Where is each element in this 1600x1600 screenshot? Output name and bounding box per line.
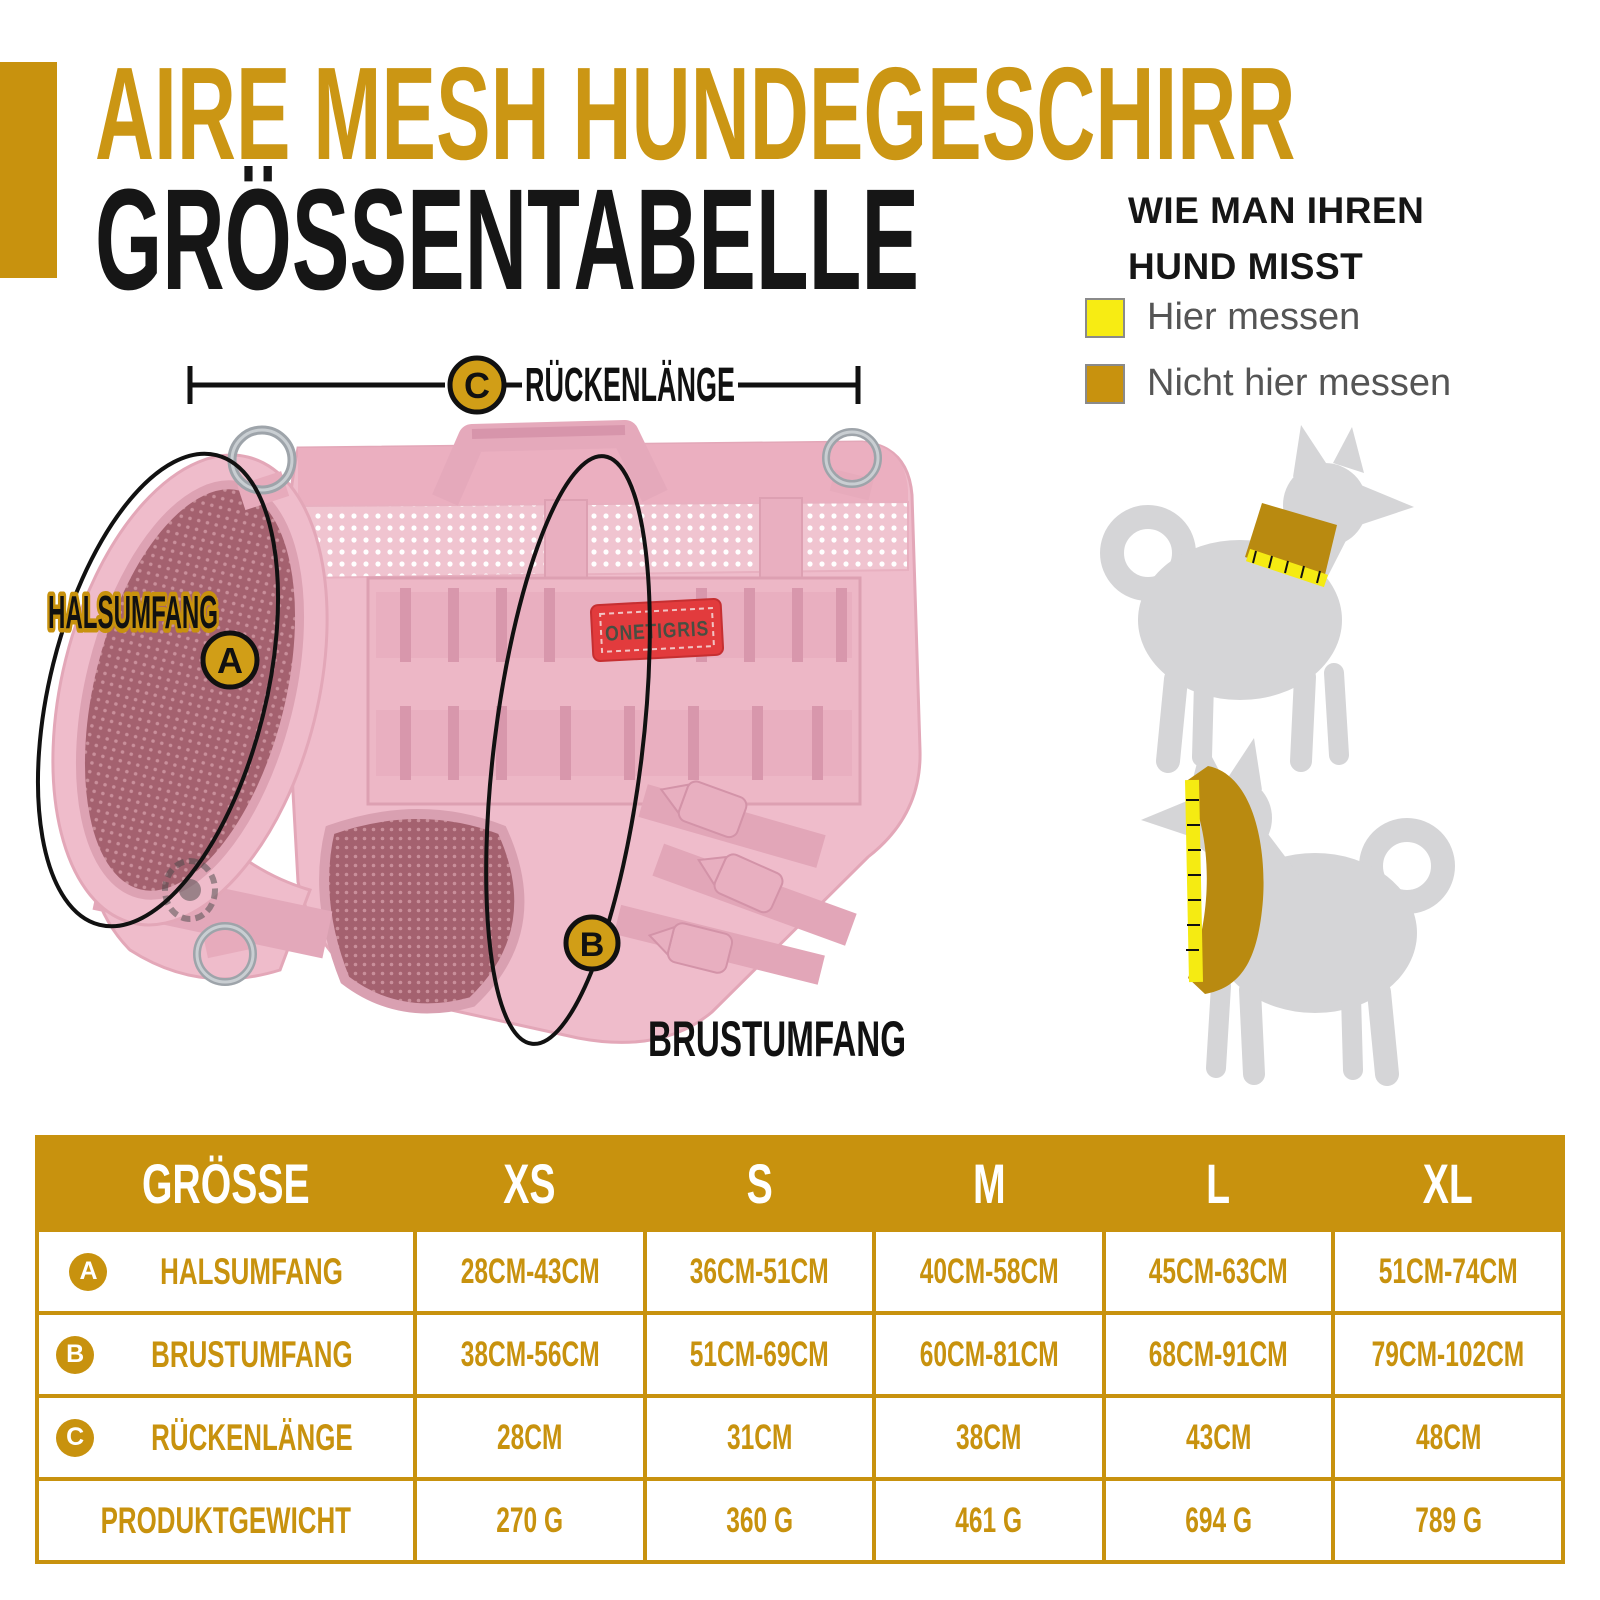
value-cell: 43CM: [1104, 1396, 1334, 1479]
chest-label: BRUSTUMFANG: [648, 1011, 906, 1067]
dog-chest-measure-figure: [1141, 738, 1443, 1074]
value-cell: 360 G: [645, 1479, 875, 1562]
size-table-header-row: [37, 1137, 1563, 1230]
value-cell: 31CM: [645, 1396, 875, 1479]
table-row-brustumfang: [37, 1313, 1563, 1396]
row-label-cell: [37, 1313, 415, 1396]
gold-accent-bar: [0, 62, 57, 278]
row-label-cell: [37, 1479, 415, 1562]
marker-c-letter: C: [464, 365, 490, 406]
brand-patch: [591, 599, 731, 662]
row-label-cell: [37, 1230, 415, 1313]
size-table: [35, 1135, 1565, 1564]
marker-a-circle: A: [69, 1253, 107, 1291]
measurement-diagram: [0, 330, 1600, 1100]
table-row-produktgewicht: [37, 1479, 1563, 1562]
value-cell: 694 G: [1104, 1479, 1334, 1562]
value-cell: 789 G: [1333, 1479, 1563, 1562]
legend-label: Hier messen: [1147, 296, 1361, 338]
value-cell: 28CM-43CM: [415, 1230, 645, 1313]
marker-b-circle: B: [56, 1336, 94, 1374]
marker-c-circle: C: [56, 1419, 94, 1457]
row-label: RÜCKENLÄNGE: [151, 1416, 353, 1458]
value-cell: 68CM-91CM: [1104, 1313, 1334, 1396]
row-label: PRODUKTGEWICHT: [100, 1499, 352, 1541]
dog-neck-measure-figure: [1112, 425, 1414, 761]
value-cell: 40CM-58CM: [874, 1230, 1104, 1313]
value-cell: 38CM-56CM: [415, 1313, 645, 1396]
value-cell: 79CM-102CM: [1333, 1313, 1563, 1396]
harness-illustration: [8, 426, 920, 1042]
value-cell: 51CM-69CM: [645, 1313, 875, 1396]
howto-heading: [1128, 183, 1424, 294]
page-title-line2: GRÖSSENTABELLE: [95, 159, 920, 320]
row-label: BRUSTUMFANG: [151, 1333, 353, 1375]
size-table-section: [35, 1135, 1565, 1560]
col-header-groesse: GRÖSSE: [37, 1137, 415, 1230]
value-cell: 36CM-51CM: [645, 1230, 875, 1313]
brand-patch-text: ONETIGRIS: [604, 616, 731, 646]
howto-heading-line2: HUND MISST: [1128, 245, 1364, 287]
value-cell: 28CM: [415, 1396, 645, 1479]
col-header-xs: XS: [415, 1137, 645, 1230]
marker-a-letter: A: [217, 640, 243, 681]
table-row-rueckenlaenge: [37, 1396, 1563, 1479]
legend-label: Nicht hier messen: [1147, 362, 1452, 404]
table-row-halsumfang: [37, 1230, 1563, 1313]
howto-heading-line1: WIE MAN IHREN: [1128, 190, 1425, 231]
chest-mesh: [324, 814, 519, 1008]
value-cell: 45CM-63CM: [1104, 1230, 1334, 1313]
mesh-strip: [300, 502, 908, 578]
col-header-s: S: [645, 1137, 875, 1230]
back-length-measure: [190, 358, 858, 412]
back-length-label: RÜCKENLÄNGE: [525, 359, 735, 412]
value-cell: 51CM-74CM: [1333, 1230, 1563, 1313]
value-cell: 48CM: [1333, 1396, 1563, 1479]
page-title-line1: AIRE MESH HUNDEGESCHIRR: [95, 40, 1296, 187]
value-cell: 38CM: [874, 1396, 1104, 1479]
marker-b-letter: B: [579, 926, 605, 964]
value-cell: 270 G: [415, 1479, 645, 1562]
row-label: HALSUMFANG: [160, 1250, 344, 1292]
value-cell: 461 G: [874, 1479, 1104, 1562]
neck-label: HALSUMFANG: [48, 586, 218, 638]
row-label-cell: [37, 1396, 415, 1479]
value-cell: 60CM-81CM: [874, 1313, 1104, 1396]
col-header-l: L: [1104, 1137, 1334, 1230]
col-header-m: M: [874, 1137, 1104, 1230]
col-header-xl: XL: [1333, 1137, 1563, 1230]
